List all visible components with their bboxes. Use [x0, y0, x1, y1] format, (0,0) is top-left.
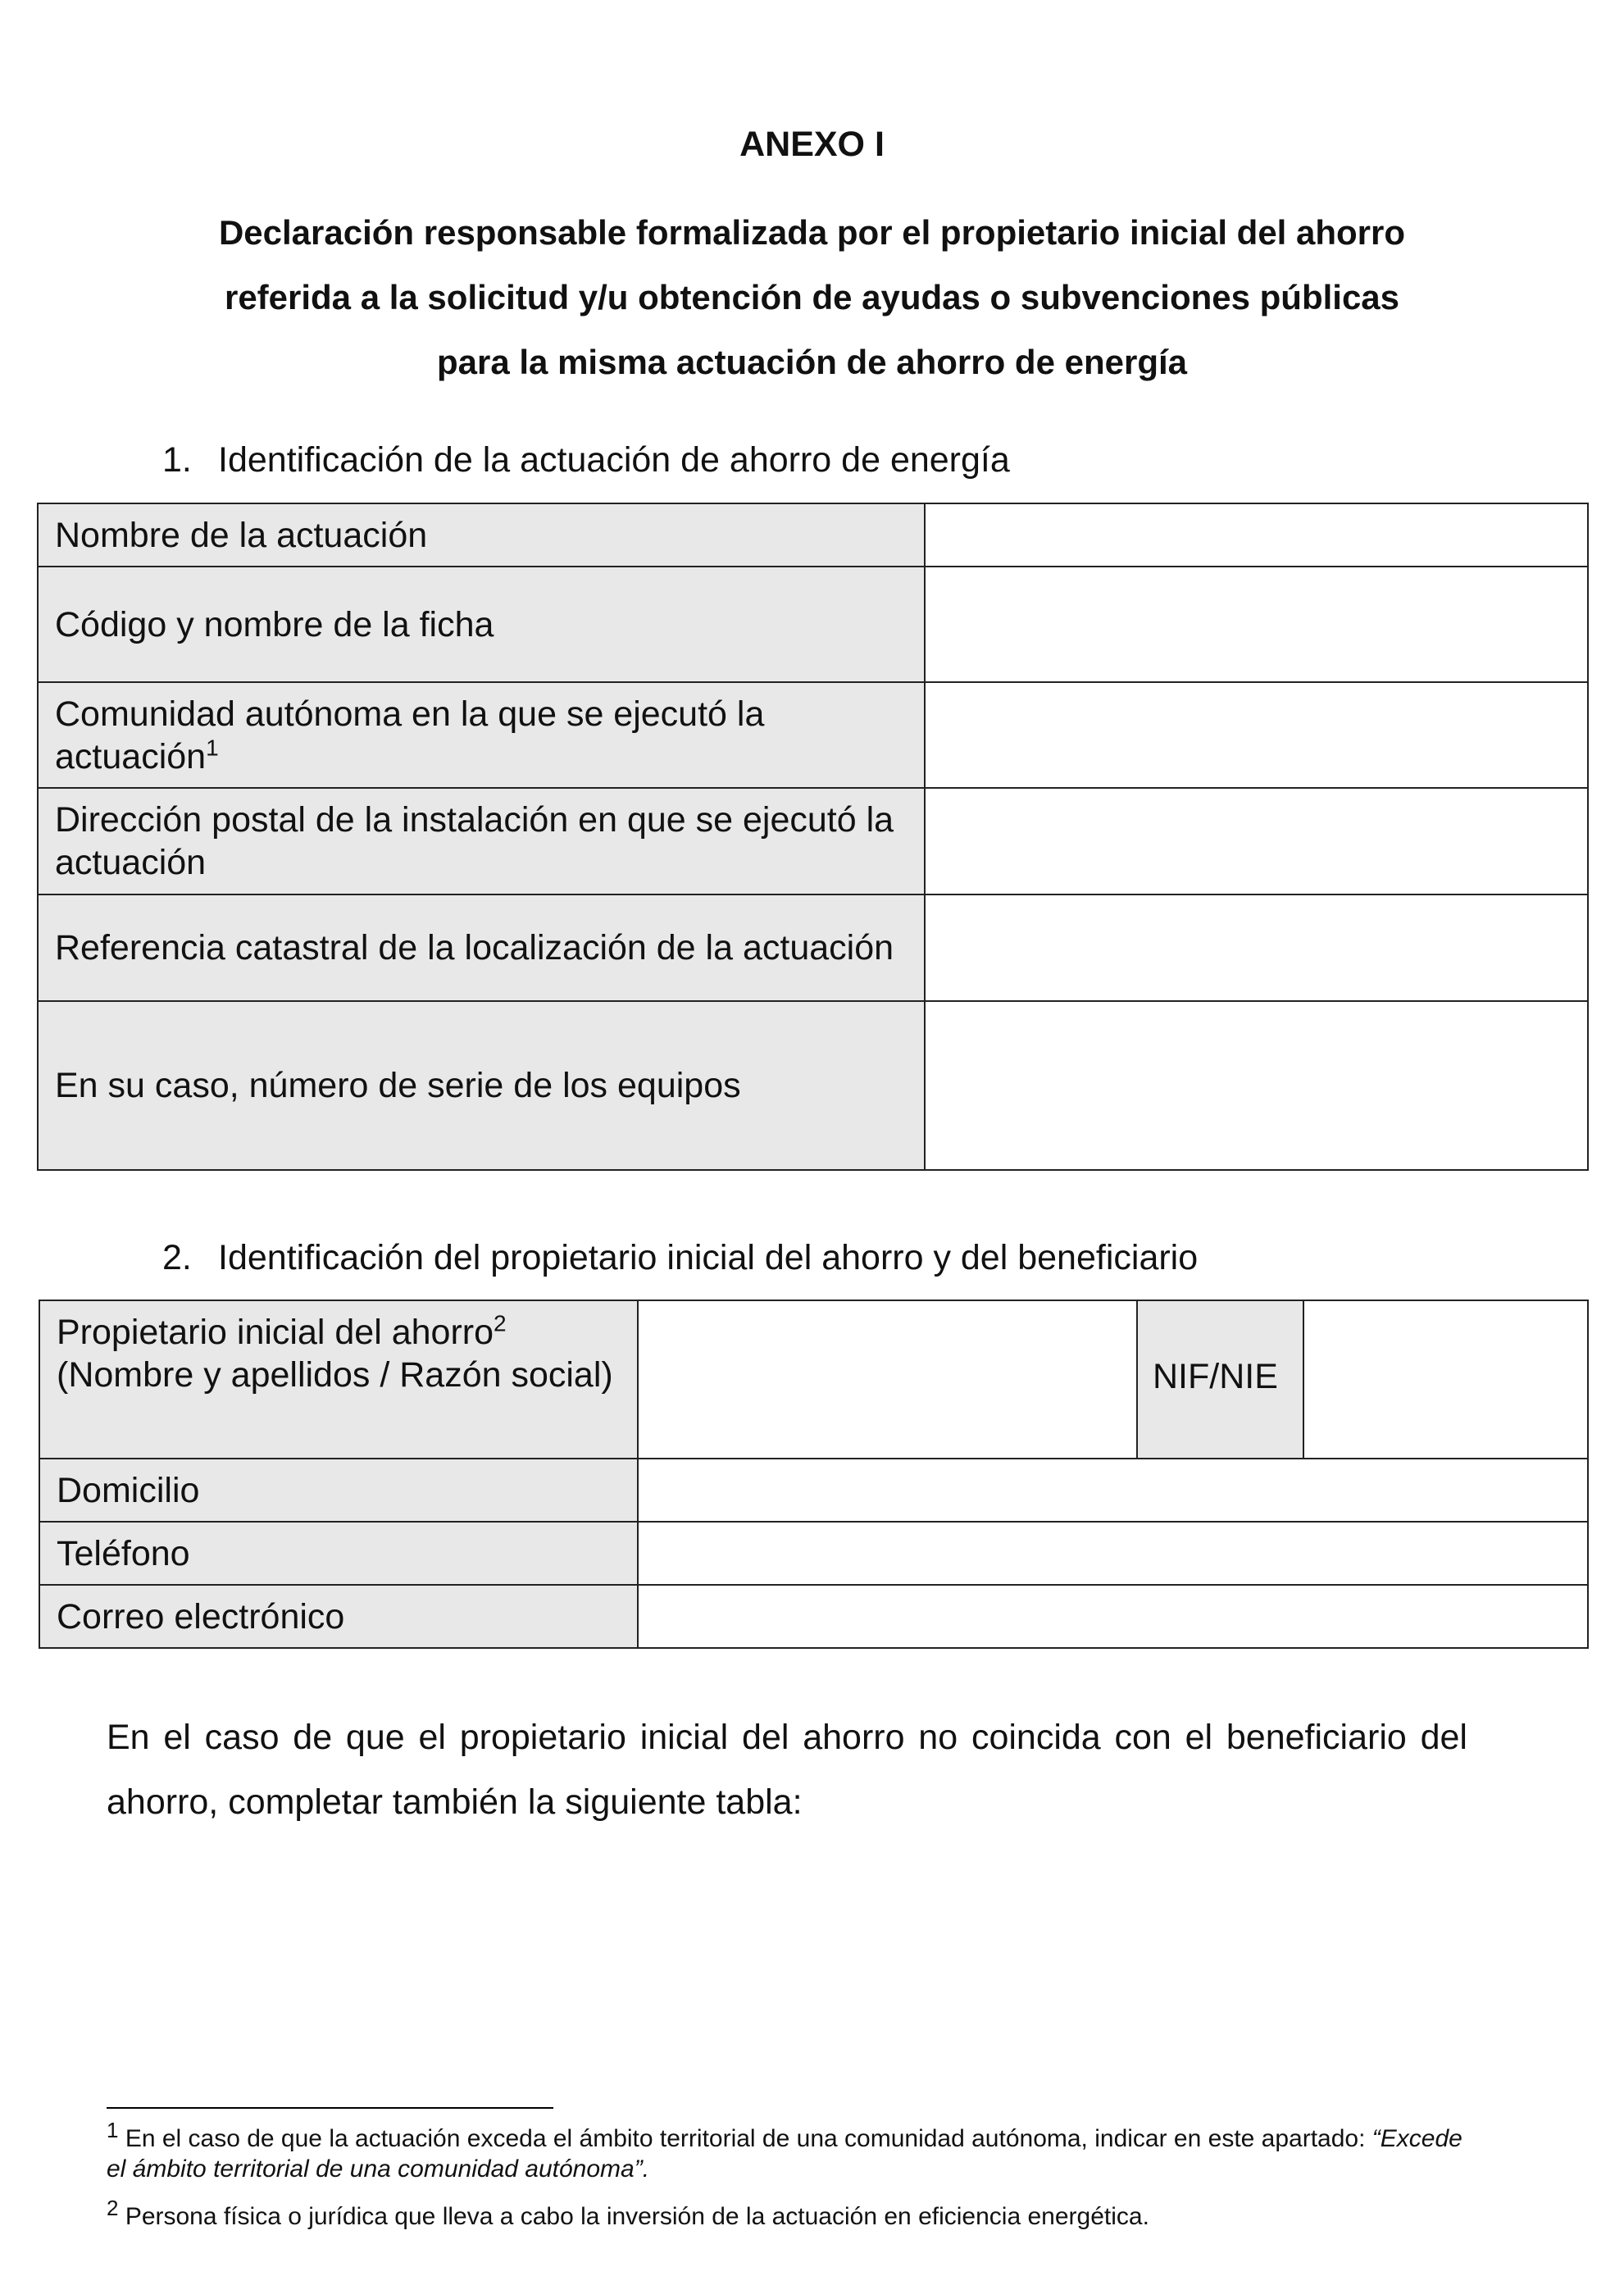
footnote-quote: “Excede el ámbito territorial de una comunidad autónoma”.: [107, 2125, 1463, 2183]
table-row: [38, 788, 1588, 894]
field-label-text: Propietario inicial del ahorro: [57, 1313, 494, 1352]
field-label-text: Comunidad autónoma en la que se ejecutó la actuación: [55, 694, 765, 776]
owner-name-field[interactable]: [638, 1300, 1137, 1459]
section-2-number: 2.: [162, 1238, 192, 1277]
instruction-paragraph: En el caso de que el propietario inicial del ahorro no coincida con el beneficiario del ahorro, completar también la siguiente tabla:: [107, 1718, 1467, 1822]
footnote-divider: [107, 2107, 553, 2109]
field-label: Nombre de la actuación: [38, 503, 925, 567]
subtitle-line: referida a la solicitud y/u obtención de ayudas o subvenciones públicas: [224, 278, 1400, 316]
field-label: Correo electrónico: [39, 1585, 638, 1648]
field-label: Referencia catastral de la localización de la actuación: [38, 894, 925, 1001]
table-row: [39, 1522, 1588, 1585]
address-field[interactable]: [638, 1459, 1588, 1522]
email-field[interactable]: [638, 1585, 1588, 1648]
cadastral-reference-field[interactable]: [925, 894, 1588, 1001]
phone-field[interactable]: [638, 1522, 1588, 1585]
field-label: En su caso, número de serie de los equipos: [38, 1001, 925, 1170]
action-identification-table: [37, 503, 1589, 1171]
table-row: [39, 1585, 1588, 1648]
footnote-ref-1[interactable]: 1: [206, 735, 219, 761]
sheet-code-field[interactable]: [925, 567, 1588, 682]
footnote-text: Persona física o jurídica que lleva a cabo la inversión de la actuación en eficiencia energética.: [125, 2203, 1149, 2230]
annex-title: ANEXO I: [739, 125, 885, 164]
section-2-heading: [162, 1238, 1198, 1278]
field-label-text: (Nombre y apellidos / Razón social): [57, 1355, 613, 1395]
field-label: Código y nombre de la ficha: [38, 567, 925, 682]
table-row: [38, 1001, 1588, 1170]
table-row: [39, 1300, 1588, 1459]
section-1-title: Identificación de la actuación de ahorro de energía: [218, 440, 1010, 480]
nif-label: NIF/NIE: [1137, 1300, 1303, 1459]
document-subtitle: [0, 200, 1624, 394]
footnote-ref-2[interactable]: 2: [494, 1310, 507, 1336]
table-row: [38, 503, 1588, 567]
field-label: [38, 682, 925, 788]
subtitle-line: para la misma actuación de ahorro de energía: [437, 343, 1187, 381]
subtitle-line: Declaración responsable formalizada por el propietario inicial del ahorro: [218, 213, 1406, 252]
table-row: [38, 682, 1588, 788]
footnote-number: 1: [107, 2118, 119, 2142]
table-row: [39, 1459, 1588, 1522]
section-1-number: 1.: [162, 440, 192, 480]
field-label: Teléfono: [39, 1522, 638, 1585]
footnote-2: [107, 2196, 1467, 2232]
table-row: [38, 567, 1588, 682]
field-label: [39, 1300, 638, 1459]
section-2-title: Identificación del propietario inicial del ahorro y del beneficiario: [218, 1238, 1199, 1277]
footnote-number: 2: [107, 2196, 119, 2220]
serial-number-field[interactable]: [925, 1001, 1588, 1170]
field-label: Domicilio: [39, 1459, 638, 1522]
owner-identification-table: [39, 1300, 1589, 1649]
postal-address-field[interactable]: [925, 788, 1588, 894]
footnote-1: [107, 2118, 1467, 2184]
nif-field[interactable]: [1303, 1300, 1588, 1459]
section-1-heading: [162, 440, 1010, 480]
footnote-text: En el caso de que la actuación exceda el ámbito territorial de una comunidad autónoma, indicar en este apartado:: [125, 2125, 1372, 2152]
field-label: Dirección postal de la instalación en que se ejecutó la actuación: [38, 788, 925, 894]
table-row: [38, 894, 1588, 1001]
action-name-field[interactable]: [925, 503, 1588, 567]
autonomous-community-field[interactable]: [925, 682, 1588, 788]
